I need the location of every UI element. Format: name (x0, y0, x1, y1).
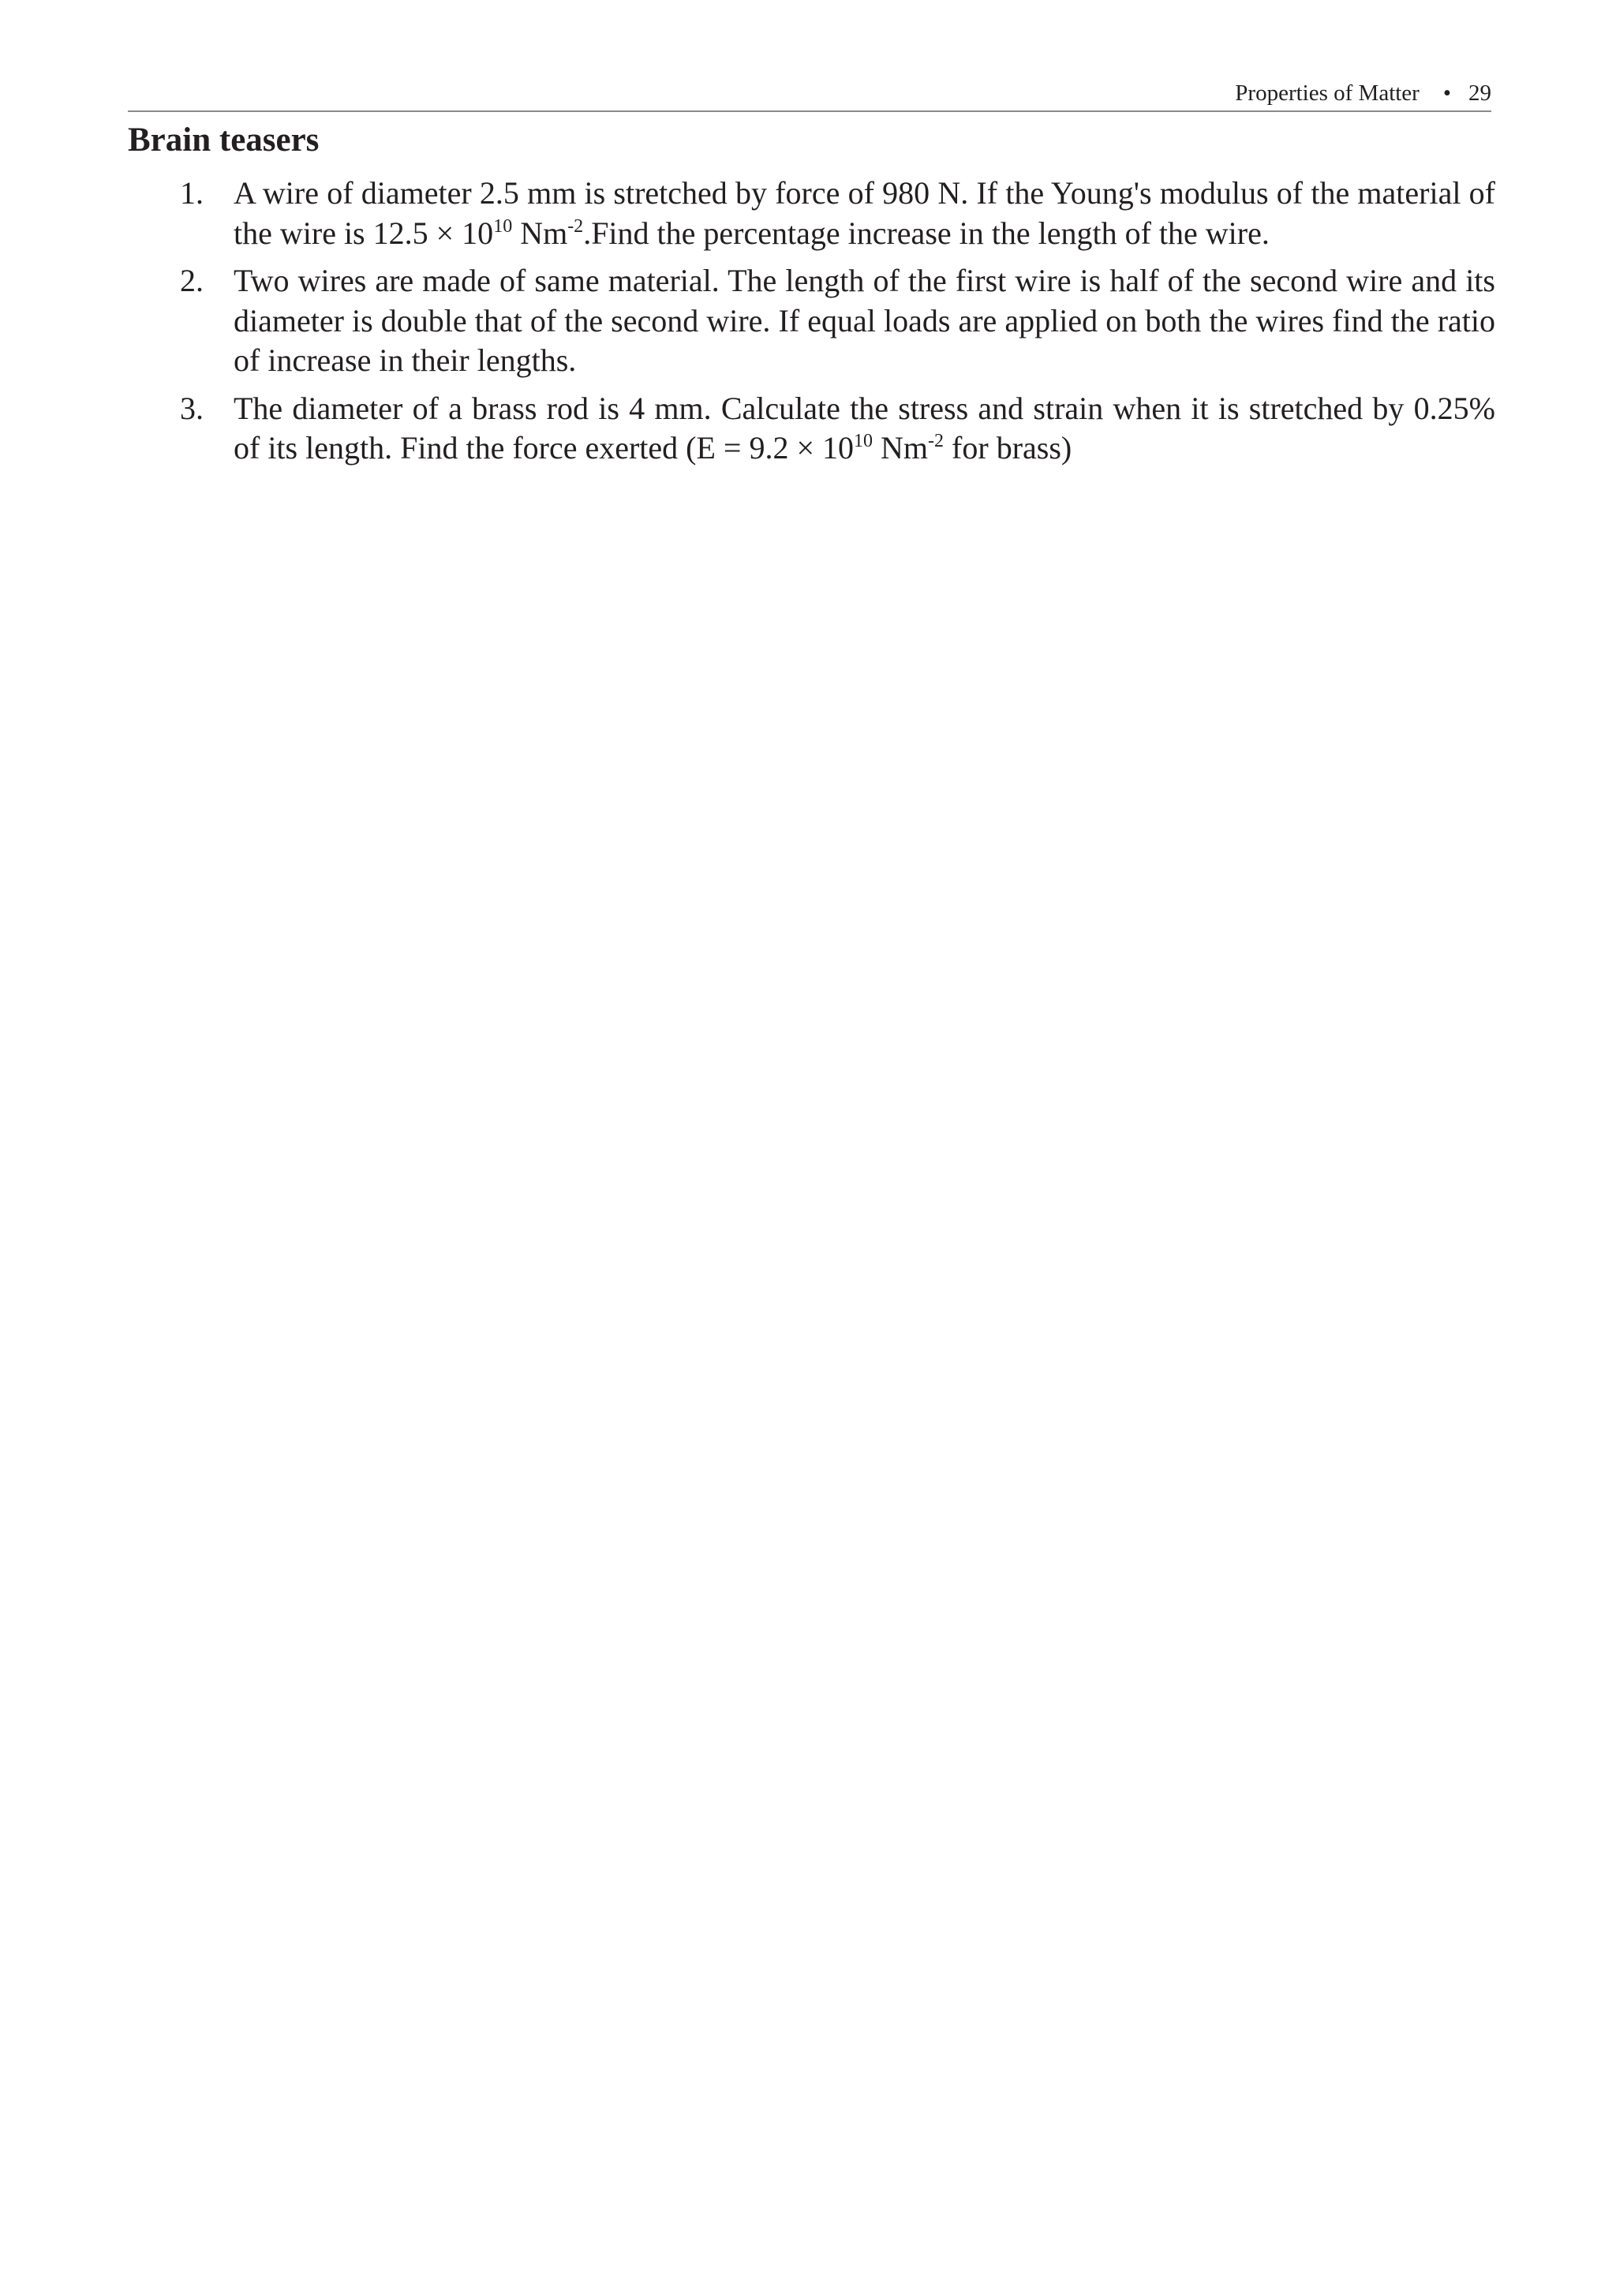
page-header (128, 76, 1491, 112)
header-separator: • (1442, 80, 1451, 106)
question-item (128, 389, 1495, 469)
section-title: Brain teasers (128, 122, 320, 159)
page-number: 29 (1468, 80, 1491, 106)
question-text: A wire of diameter 2.5 mm is stretched by force of 980 N. If the Young's modulus of the material of the wire is $12.5 \times 10^{10}$ $Nm^{-2}.Find$ the percentage increase in the length of the wire. (234, 175, 1495, 251)
question-number: 1. (180, 175, 204, 211)
question-text: Two wires are made of same material. The length of the first wire is half of the second wire and its diameter is double that of the second wire. If equal loads are applied on both the wires find the ratio of increase in their lengths. (234, 263, 1495, 378)
question-item (128, 174, 1495, 253)
question-item (128, 261, 1495, 381)
question-list (128, 174, 1495, 469)
question-text: The diameter of a brass rod is 4 mm. Calculate the stress and strain when it is stretched by 0.25% of its length. Find the force exerted ($E = 9.2 \times 10^{10}$ $Nm^{-2}$ for brass) (234, 390, 1495, 466)
question-number: 3. (180, 390, 204, 426)
question-number: 2. (180, 263, 204, 298)
running-title: Properties of Matter (1235, 80, 1420, 106)
